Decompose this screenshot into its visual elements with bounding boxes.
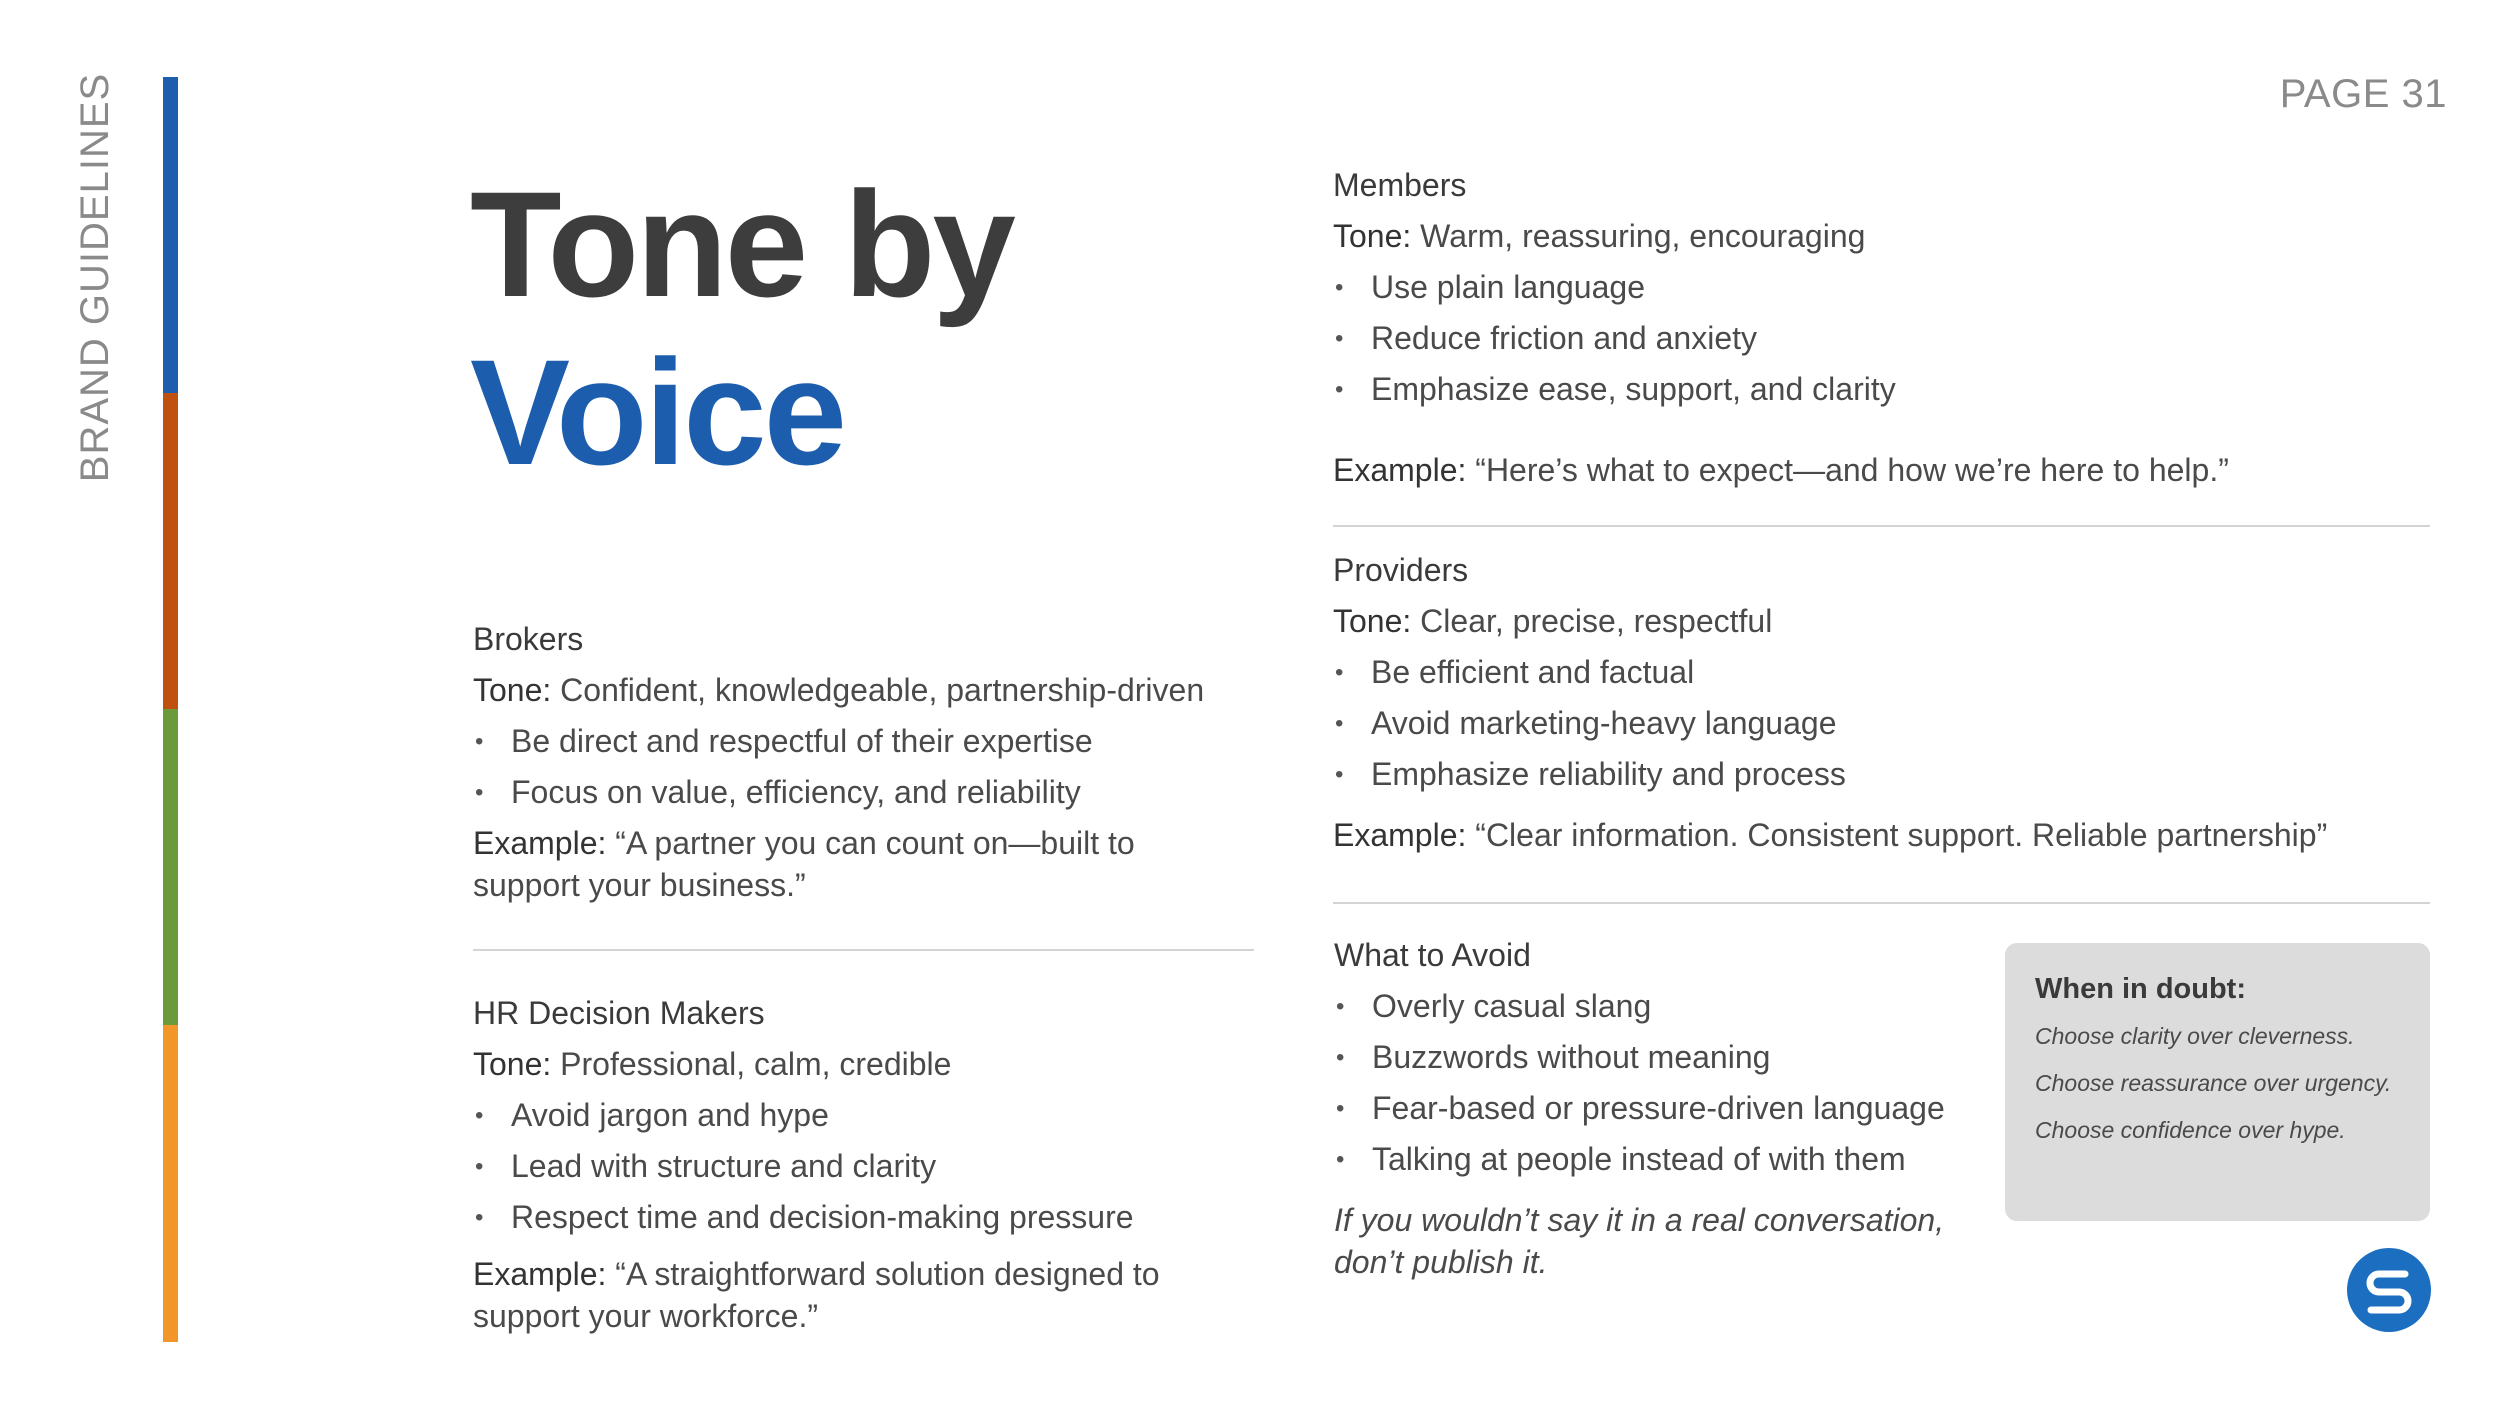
- list-item: • Fear-based or pressure-driven language: [1334, 1083, 1974, 1134]
- doubt-item: Choose confidence over hype.: [2035, 1117, 2346, 1143]
- list-item: • Emphasize ease, support, and clarity: [1333, 364, 2433, 415]
- hr-tone: [473, 1039, 1273, 1090]
- avoid-closing-statement: If you wouldn’t say it in a real conversation, don’t publish it.: [1334, 1202, 1945, 1280]
- brand-s-logo-icon: [2347, 1248, 2431, 1332]
- brokers-tone-text: Confident, knowledgeable, partnership-driven: [551, 672, 1205, 708]
- page-number: PAGE 31: [2279, 72, 2447, 116]
- hr-example: [473, 1253, 1213, 1337]
- list-item: • Emphasize reliability and process: [1333, 749, 2433, 800]
- providers-tone-text: Clear, precise, respectful: [1411, 603, 1773, 639]
- members-heading: Members: [1333, 167, 1467, 203]
- sidebar-label: [73, 72, 118, 482]
- divider-brokers: [473, 949, 1254, 951]
- brokers-example-label: Example:: [473, 825, 607, 861]
- title-line-1: Tone by: [470, 160, 1013, 328]
- providers-tone-label: Tone:: [1333, 603, 1412, 639]
- list-item: • Lead with structure and clarity: [473, 1141, 1273, 1192]
- hr-example-label: Example:: [473, 1256, 607, 1292]
- divider-providers: [1333, 902, 2430, 904]
- color-bar-orange-red: [163, 393, 178, 709]
- list-item: • Buzzwords without meaning: [1334, 1032, 1974, 1083]
- providers-example-label: Example:: [1333, 817, 1467, 853]
- divider-members: [1333, 525, 2430, 527]
- list-item: • Be efficient and factual: [1333, 647, 2433, 698]
- list-item: • Respect time and decision-making pressure: [473, 1192, 1273, 1243]
- doubt-item: Choose clarity over cleverness.: [2035, 1023, 2355, 1049]
- list-item: • Use plain language: [1333, 262, 2433, 313]
- color-bar-blue: [163, 77, 178, 393]
- members-section: [1333, 160, 2433, 496]
- brokers-tone-label: Tone:: [473, 672, 552, 708]
- list-item: • Focus on value, efficiency, and reliability: [473, 767, 1273, 818]
- brokers-section: [473, 614, 1273, 906]
- list-item: • Avoid marketing-heavy language: [1333, 698, 2433, 749]
- hr-section: [473, 988, 1273, 1337]
- list-item: • Talking at people instead of with them: [1334, 1134, 1974, 1185]
- hr-heading: HR Decision Makers: [473, 995, 765, 1031]
- sidebar-label-text: BRAND GUIDELINES: [73, 72, 118, 482]
- avoid-section: [1334, 930, 1974, 1283]
- providers-example: [1333, 810, 2433, 861]
- avoid-heading: What to Avoid: [1334, 937, 1531, 973]
- when-in-doubt-callout: [2005, 943, 2430, 1221]
- title-line-2: Voice: [470, 328, 845, 496]
- brokers-example-text: “A partner you can count on—built to support your business.”: [473, 825, 1135, 903]
- page-title: [470, 160, 1013, 496]
- providers-section: [1333, 545, 2433, 861]
- members-tone-text: Warm, reassuring, encouraging: [1411, 218, 1866, 254]
- brokers-tone: [473, 665, 1273, 716]
- hr-tone-label: Tone:: [473, 1046, 552, 1082]
- list-item: • Be direct and respectful of their expertise: [473, 716, 1273, 767]
- color-bar-orange: [163, 1025, 178, 1342]
- hr-example-text: “A straightforward solution designed to support your workforce.”: [473, 1256, 1160, 1334]
- providers-tone: [1333, 596, 2433, 647]
- list-item: • Overly casual slang: [1334, 981, 1974, 1032]
- doubt-item: Choose reassurance over urgency.: [2035, 1070, 2392, 1096]
- members-tone-label: Tone:: [1333, 218, 1412, 254]
- doubt-title: When in doubt:: [2035, 973, 2246, 1005]
- brokers-heading: Brokers: [473, 621, 584, 657]
- brokers-example: [473, 822, 1193, 906]
- list-item: • Reduce friction and anxiety: [1333, 313, 2433, 364]
- members-example-label: Example:: [1333, 452, 1467, 488]
- members-example: [1333, 445, 2433, 496]
- hr-tone-text: Professional, calm, credible: [551, 1046, 952, 1082]
- providers-heading: Providers: [1333, 552, 1469, 588]
- members-example-text: “Here’s what to expect—and how we’re here to help.”: [1466, 452, 2229, 488]
- providers-example-text: “Clear information. Consistent support. Reliable partnership”: [1466, 817, 2328, 853]
- members-tone: [1333, 211, 2433, 262]
- color-bar-green: [163, 709, 178, 1025]
- list-item: • Avoid jargon and hype: [473, 1090, 1273, 1141]
